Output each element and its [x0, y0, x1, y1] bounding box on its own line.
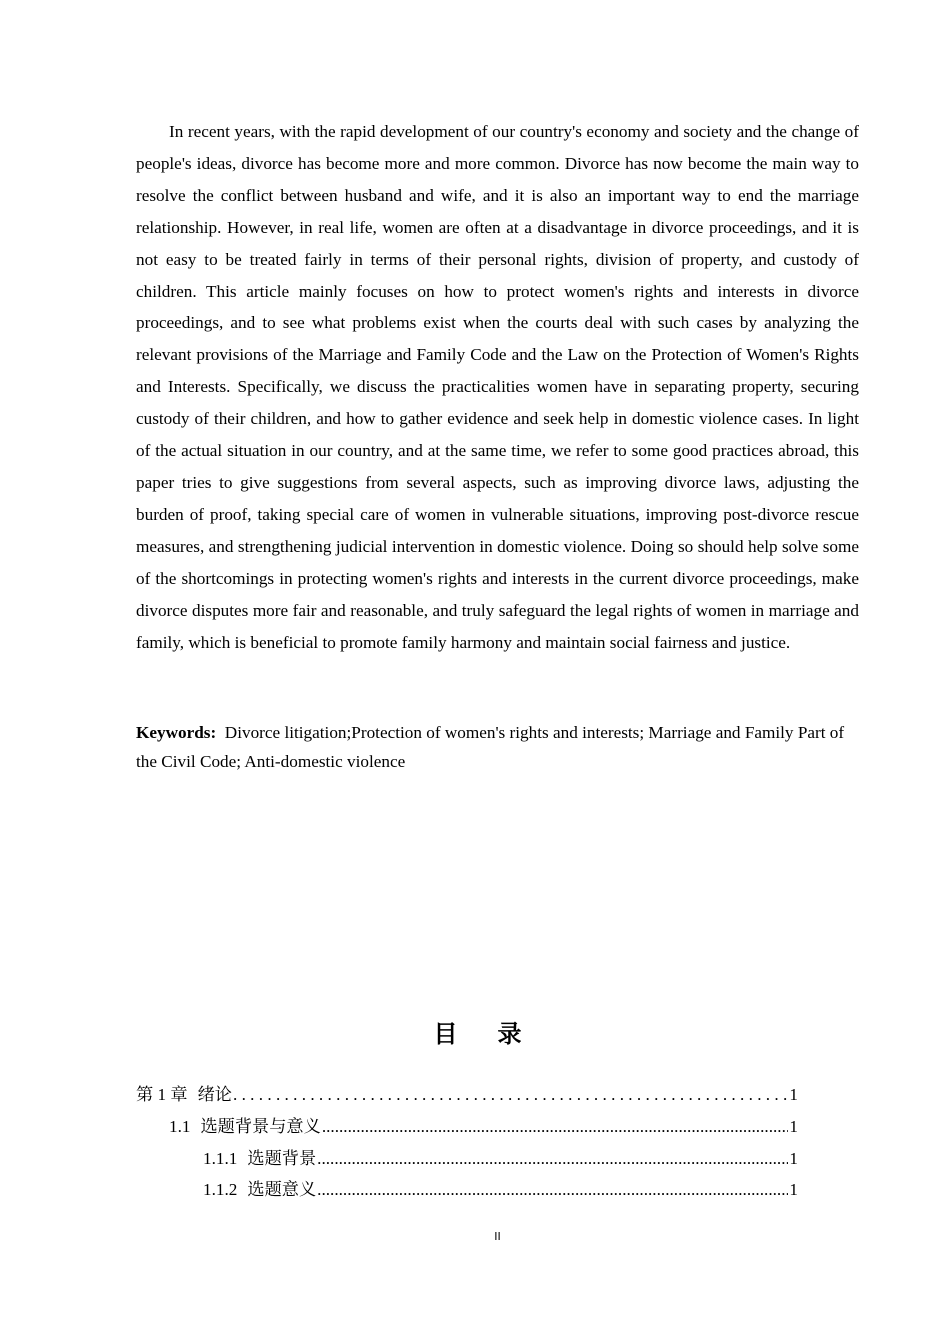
keywords-line [136, 718, 859, 776]
toc-entry-chapter-1[interactable] [136, 1082, 798, 1108]
toc-title: 目录 [433, 1020, 562, 1048]
keywords-text: Divorce litigation;Protection of women's rights and interests; Marriage and Family Part of the Civil Code; Anti-domestic violence [136, 723, 845, 771]
keywords-label: Keywords: [136, 723, 217, 742]
toc-entry-page: 1 [789, 1149, 798, 1168]
toc-entry-1-1-2[interactable] [203, 1177, 798, 1203]
toc-entry-title: 选题意义 [247, 1180, 317, 1199]
toc-entry-1-1-1[interactable] [203, 1146, 798, 1172]
toc-entry-number: 第 1 章 [136, 1085, 188, 1104]
toc-entry-title: 选题背景与意义 [200, 1117, 321, 1136]
page-number: II [494, 1230, 501, 1243]
toc-dot-leader [317, 1177, 788, 1203]
toc-dot-leader [233, 1082, 788, 1108]
toc-entry-page: 1 [789, 1180, 798, 1199]
toc-entry-number: 1.1.2 [203, 1180, 238, 1199]
toc-dot-leader [322, 1114, 789, 1140]
toc-entry-title: 选题背景 [247, 1149, 317, 1168]
toc-entry-page: 1 [789, 1117, 798, 1136]
toc-entry-number: 1.1.1 [203, 1149, 238, 1168]
toc-entry-title: 绪论 [197, 1085, 232, 1104]
toc-entry-1-1[interactable] [169, 1114, 798, 1140]
abstract-body: In recent years, with the rapid development of our country's economy and society and the change of people's ideas, divorce has become more and more common. Divorce has now become the main way to resolve the conflict between husband and wife, and it is also an important way to end the marriage relationship. However, in real life, women are often at a disadvantage in divorce proceedings, and it is not easy to be treated fairly in terms of their personal rights, division of property, and custody of children. This article mainly focuses on how to protect women's rights and interests in divorce proceedings, and to see what problems exist when the courts deal with such cases by analyzing the relevant provisions of the Marriage and Family Code and the Law on the Protection of Women's Rights and Interests. Specifically, we discuss the practicalities women have in separating property, securing custody of their children, and how to gather evidence and seek help in domestic violence cases. In light of the actual situation in our country, and at the same time, we refer to some good practices abroad, this paper tries to give suggestions from several aspects, such as improving divorce laws, adjusting the burden of proof, taking special care of women in vulnerable situations, improving post-divorce rescue measures, and strengthening judicial intervention in domestic violence. Doing so should help solve some of the shortcomings in protecting women's rights and interests in the current divorce proceedings, make divorce disputes more fair and reasonable, and truly safeguard the legal rights of women in marriage and family, which is beneficial to promote family harmony and maintain social fairness and justice. [136, 122, 859, 652]
toc-dot-leader [317, 1146, 788, 1172]
toc-entry-number: 1.1 [169, 1117, 191, 1136]
toc-entry-page: 1 [789, 1085, 798, 1104]
